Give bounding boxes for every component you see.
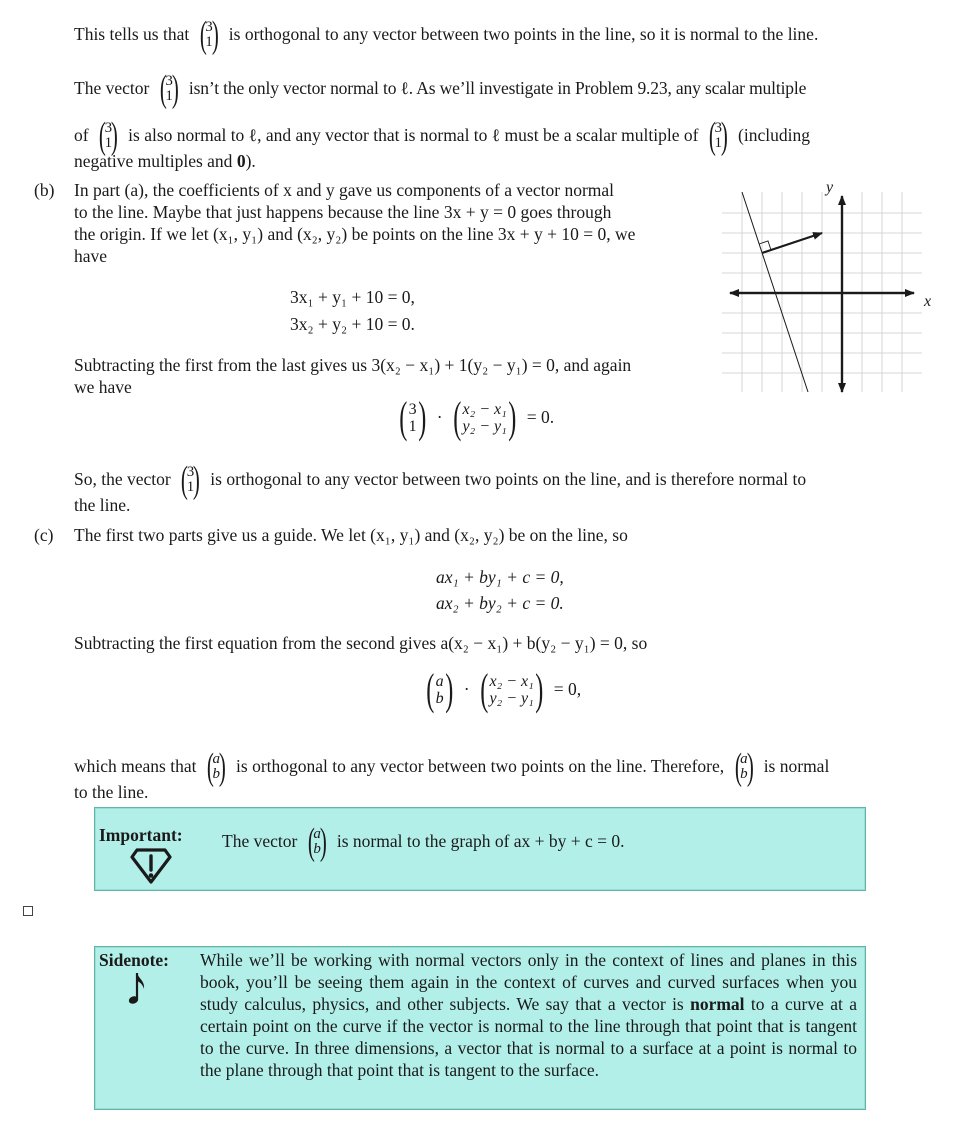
equation-c-1: ax₁ + by₁ + c = 0, bbox=[436, 567, 564, 587]
part-c-para1: The first two parts give us a guide. We let (x₁, y₁) and (x₂, y₂) be on the line, so bbox=[74, 525, 628, 545]
important-label: Important: bbox=[99, 825, 183, 845]
part-b-label: (b) bbox=[34, 180, 55, 200]
vector-3-1: ( 3 1 ) bbox=[180, 459, 201, 501]
vector-3-1: ( 3 1 ) bbox=[199, 14, 219, 56]
vector-difference: ( x₂ − x₁ y₂ − y₁ ) bbox=[453, 393, 517, 442]
intro-line-2: The vector ( 3 1 ) isn’t the only vector normal to ℓ. As we’ll investigate in Problem 9.23, any scalar multiple bbox=[74, 68, 807, 110]
equation-b-2: 3x₂ + y₂ + 10 = 0. bbox=[290, 314, 415, 334]
vector-3-1: ( 3 1 ) bbox=[708, 115, 728, 157]
eighth-note-icon bbox=[127, 971, 149, 1007]
x-axis-label: x bbox=[924, 293, 932, 310]
important-text: The vector ( a b ) is normal to the graph of ax + by + c = 0. bbox=[222, 821, 625, 863]
part-b-para1-line3: the origin. If we let (x₁, y₁) and (x₂, y₂) be points on the line 3x + y + 10 = 0, we bbox=[74, 224, 636, 244]
vector-a-b: ( a b ) bbox=[206, 746, 226, 788]
warning-exclamation-icon bbox=[129, 848, 173, 884]
intro-line-4: negative multiples and 0). bbox=[74, 151, 256, 171]
part-b-para3-line1: So, the vector ( 3 1 ) is orthogonal to any vector between two points on the line, and is therefore normal to bbox=[74, 459, 807, 501]
sidenote-text: While we’ll be working with normal vectors only in the context of lines and planes in this book, you’ll be seeing them again in the context of curves and curved surfaces when you study calculus, physics, and other subjects. We say that a vector is normal to a curve at a certain point on the curve if the vector is normal to the line through that point that is tangent to the curve. In three dimensions, a vector that is normal to a surface at a point is normal to the plane through that point that is tangent to the surface. bbox=[200, 950, 857, 1080]
part-b-para1-line2: to the line. Maybe that just happens because the line 3x + y = 0 goes through bbox=[74, 202, 612, 222]
intro-line-3: of ( 3 1 ) is also normal to ℓ, and any vector that is normal to ℓ must be a scalar multiple of ( 3 1 ) (including bbox=[74, 115, 810, 157]
normal-vector-graph bbox=[710, 175, 960, 405]
y-axis-label: y bbox=[826, 179, 834, 196]
vector-difference: ( x₂ − x₁ y₂ − y₁ ) bbox=[480, 665, 544, 714]
part-c-para2: Subtracting the first equation from the second gives a(x₂ − x₁) + b(y₂ − y₁) = 0, so bbox=[74, 633, 648, 653]
vector-a-b: ( a b ) bbox=[734, 746, 754, 788]
part-b-para1-line4: have bbox=[74, 246, 108, 266]
sidenote-label: Sidenote: bbox=[99, 950, 169, 970]
vector-3-1: ( 3 1 ) bbox=[159, 68, 179, 110]
intro-line-1: This tells us that ( 3 1 ) is orthogonal to any vector between two points in the line, so it is normal to the line. bbox=[74, 14, 819, 56]
part-b-para3-line2: the line. bbox=[74, 495, 131, 515]
part-b-para2-line2: we have bbox=[74, 377, 132, 397]
end-of-solution-marker bbox=[23, 906, 33, 916]
part-b-para1-line1: In part (a), the coefficients of x and y gave us components of a vector normal bbox=[74, 180, 615, 200]
vector-3-1: ( 3 1 ) bbox=[98, 115, 118, 157]
dot-product-c: ( a b ) · ( x₂ − x₁ y₂ − y₁ ) = 0, bbox=[420, 673, 581, 709]
vector-a-b: ( a b ) bbox=[307, 821, 327, 863]
normal-vector-arrow bbox=[762, 233, 822, 253]
sidenote-box bbox=[94, 946, 866, 1110]
vector-3-1: ( 3 1 ) bbox=[399, 393, 427, 442]
part-c-label: (c) bbox=[34, 525, 54, 545]
vector-a-b: ( a b ) bbox=[426, 665, 454, 714]
equation-c-2: ax₂ + by₂ + c = 0. bbox=[436, 593, 564, 613]
part-c-para3-line1: which means that ( a b ) is orthogonal to any vector between two points on the line. Therefore, ( a b ) is normal bbox=[74, 746, 830, 788]
part-c-para3-line2: to the line. bbox=[74, 782, 149, 802]
dot-product-b: ( 3 1 ) · ( x₂ − x₁ y₂ − y₁ ) = 0. bbox=[393, 401, 554, 437]
part-b-para2-line1: Subtracting the first from the last gives us 3(x₂ − x₁) + 1(y₂ − y₁) = 0, and again bbox=[74, 355, 632, 375]
important-box bbox=[94, 807, 866, 891]
equation-b-1: 3x₁ + y₁ + 10 = 0, bbox=[290, 287, 415, 307]
